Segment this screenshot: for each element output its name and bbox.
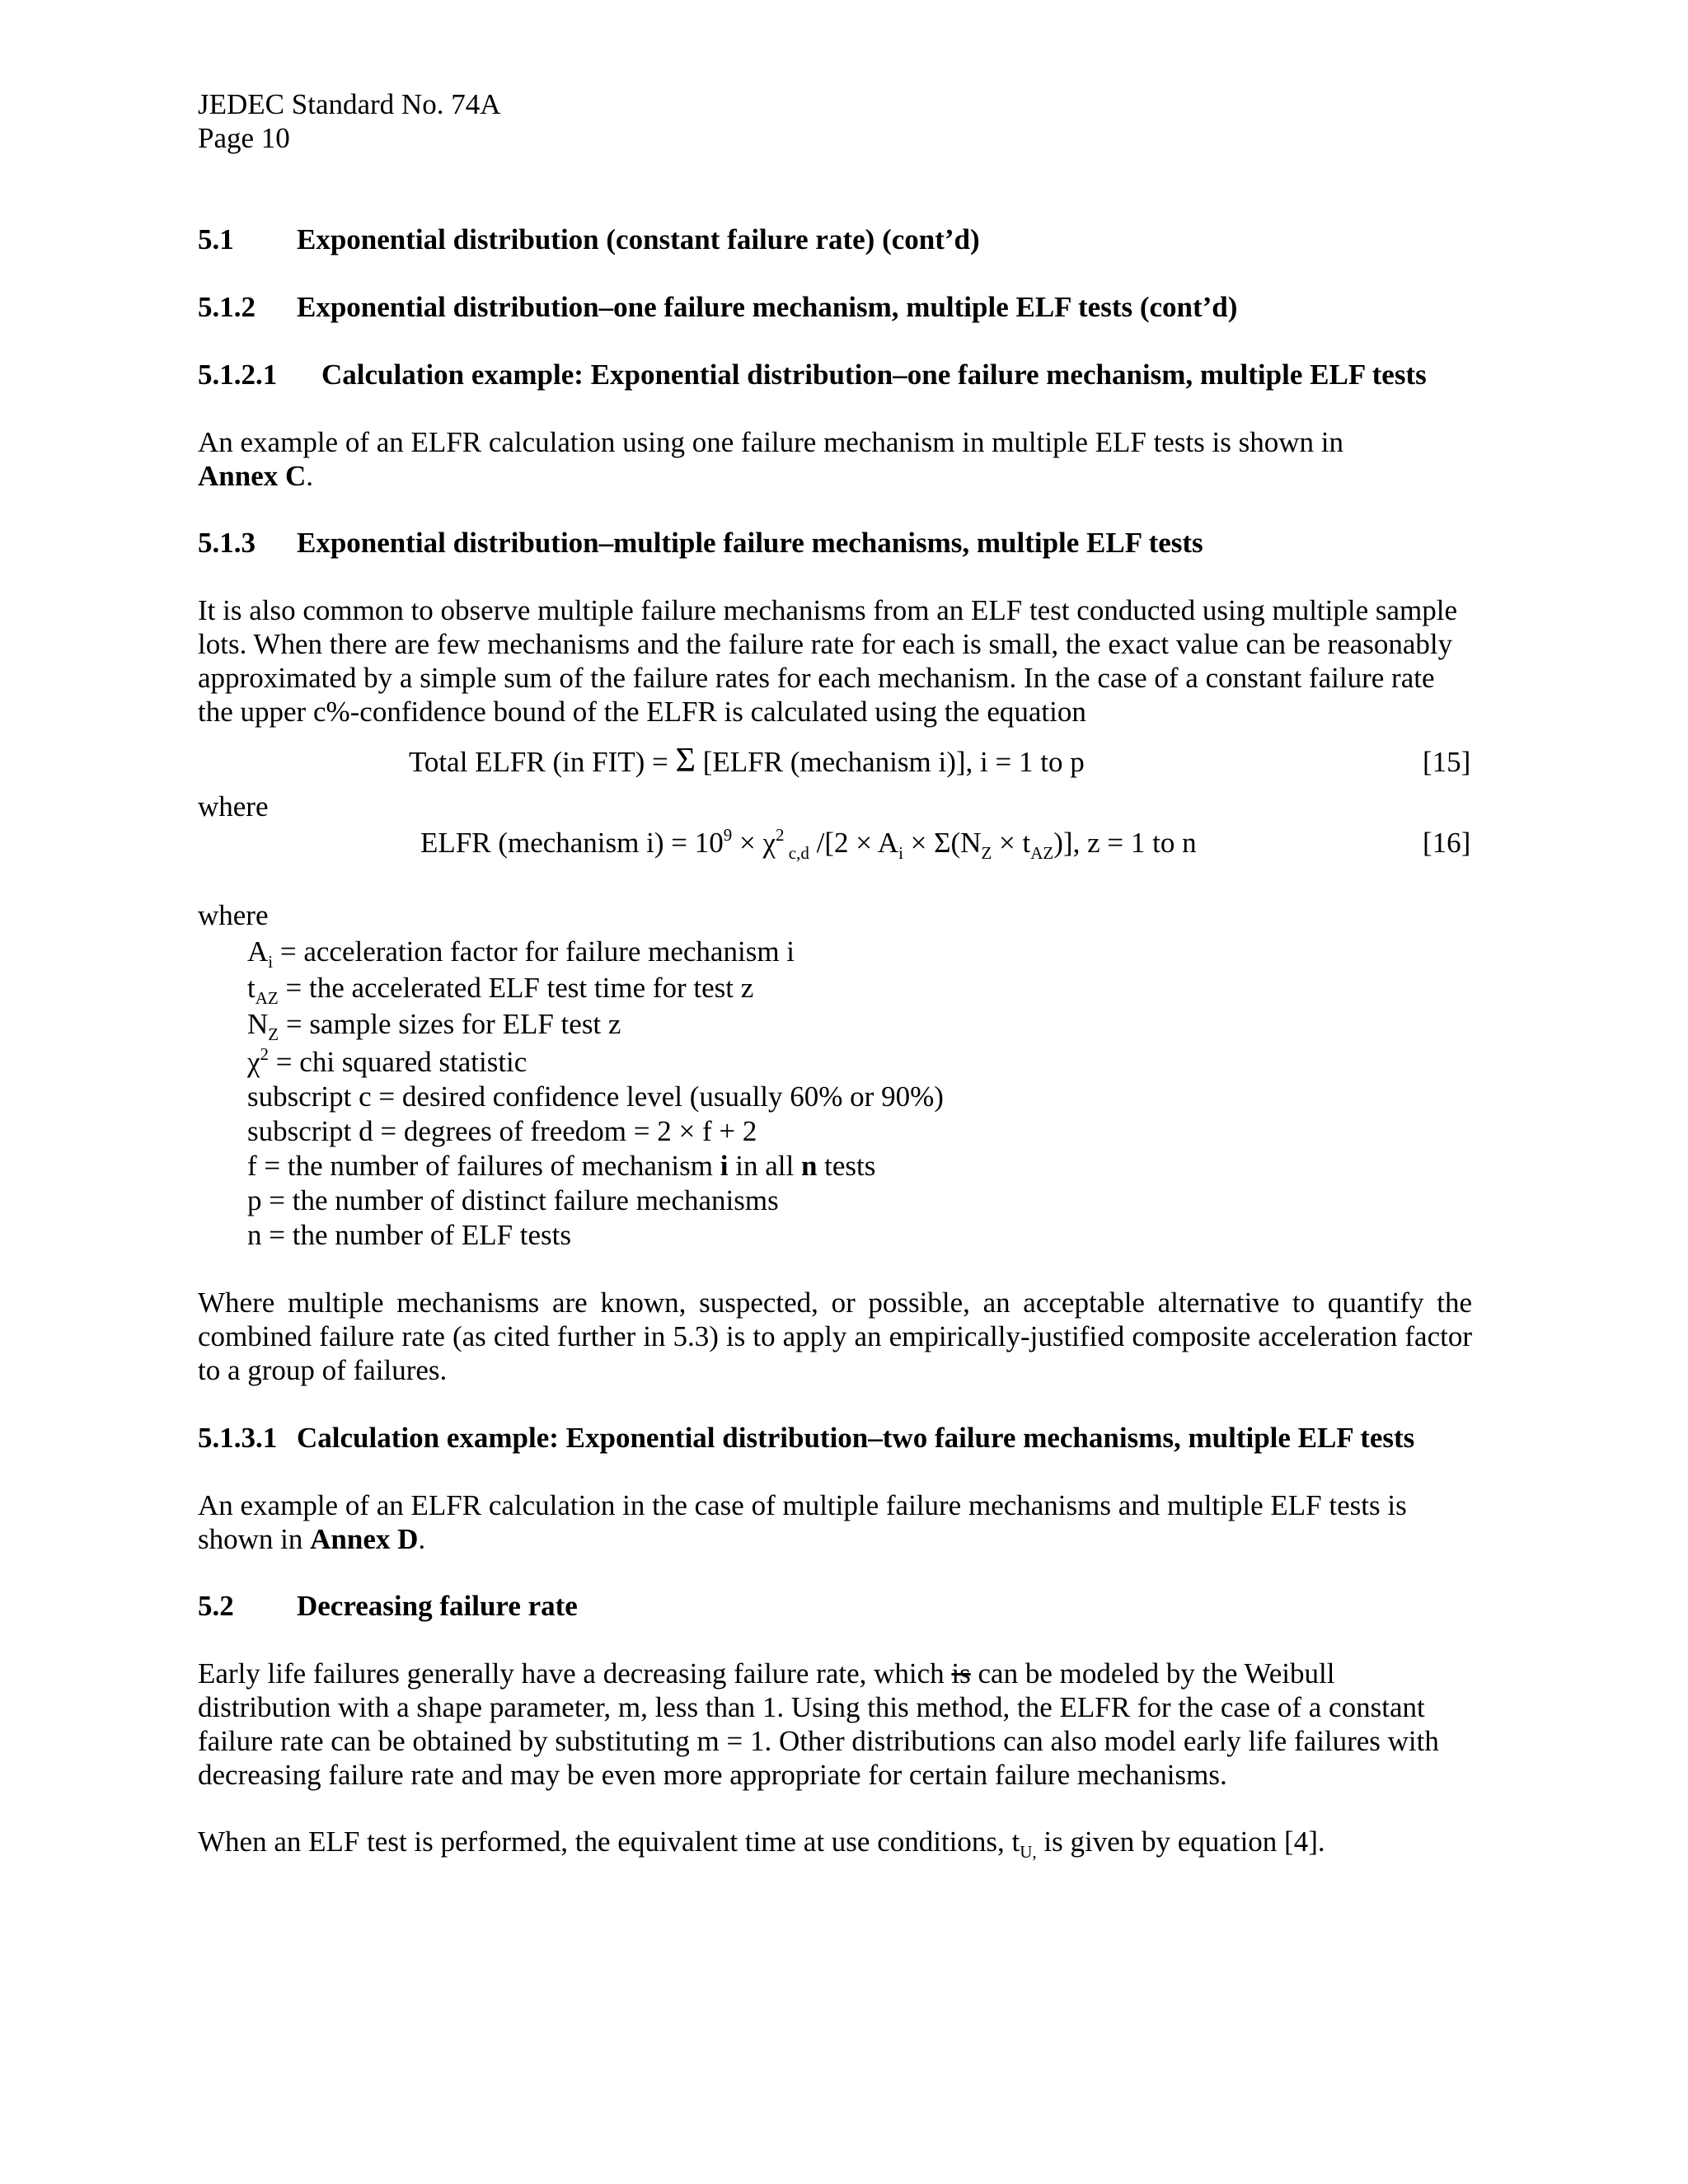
paragraph-text: When an ELF test is performed, the equivalent time at use conditions, t bbox=[198, 1825, 1020, 1858]
eq-part: × χ bbox=[732, 827, 776, 859]
sigma-symbol: Σ bbox=[675, 742, 696, 780]
eq-part: /[2 × A bbox=[809, 827, 899, 859]
heading-5-1-2-1 bbox=[198, 358, 1427, 391]
subscript: i bbox=[898, 843, 903, 863]
exponent: 2 bbox=[776, 825, 785, 845]
heading-text: Exponential distribution–multiple failure mechanisms, multiple ELF tests bbox=[297, 527, 1203, 559]
subscript: U, bbox=[1020, 1842, 1037, 1862]
subscript: AZ bbox=[255, 988, 279, 1008]
paragraph-text: Early life failures generally have a decreasing failure rate, which bbox=[198, 1657, 952, 1690]
definition-text: f = the number of failures of mechanism bbox=[247, 1150, 720, 1182]
subscript: c,d bbox=[784, 843, 809, 863]
definition-text: = acceleration factor for failure mechanism i bbox=[273, 935, 795, 968]
annex-d-reference: Annex D bbox=[310, 1523, 419, 1555]
eq-part: × t bbox=[992, 827, 1031, 859]
variable: t bbox=[247, 972, 256, 1004]
page-number: Page 10 bbox=[198, 122, 290, 154]
variable: χ bbox=[247, 1046, 260, 1078]
subscript: Z bbox=[981, 843, 992, 863]
subscript: AZ bbox=[1030, 843, 1054, 863]
definition-test-time bbox=[247, 971, 754, 1008]
definition-distinct-mechanisms: p = the number of distinct failure mechanisms bbox=[247, 1184, 779, 1216]
bold-variable: i bbox=[720, 1150, 729, 1182]
page-header bbox=[198, 87, 500, 155]
paragraph-composite-acceleration: Where multiple mechanisms are known, suspected, or possible, an acceptable alternative to quantify the combined failure rate (as cited further in 5.3) is to apply an empirically-justified composite acceleration factor to a group of failures. bbox=[198, 1286, 1472, 1386]
equation-lhs: Total ELFR (in FIT) = bbox=[409, 746, 668, 778]
definition-text: = sample sizes for ELF test z bbox=[279, 1008, 621, 1040]
heading-5-1-3-1 bbox=[198, 1421, 1414, 1455]
paragraph-equivalent-time bbox=[198, 1825, 1484, 1862]
definition-failures bbox=[247, 1149, 875, 1183]
paragraph-multiple-mechanisms: It is also common to observe multiple failure mechanisms from an ELF test conducted using multiple sample lots. When there are few mechanisms and the failure rate for each is small, the exact value can be reasonably approximated by a simple sum of the failure rates for each mechanism. In the case of a constant failure rate the upper c%-confidence bound of the ELFR is calculated using the equation bbox=[198, 594, 1458, 728]
equation-15-label: [15] bbox=[1423, 746, 1471, 778]
heading-5-1-3 bbox=[198, 526, 1203, 560]
heading-5-1 bbox=[198, 223, 980, 256]
definition-text: in all bbox=[728, 1150, 801, 1182]
paragraph-text: is given by equation [4]. bbox=[1036, 1825, 1325, 1858]
equation-15 bbox=[409, 742, 1085, 780]
paragraph-end: . bbox=[418, 1523, 426, 1555]
definition-text: = chi squared statistic bbox=[269, 1046, 528, 1078]
heading-text: Decreasing failure rate bbox=[297, 1590, 578, 1622]
heading-number: 5.1.2 bbox=[198, 291, 256, 323]
paragraph-annex-d bbox=[198, 1488, 1467, 1556]
paragraph-end: . bbox=[306, 460, 314, 492]
annex-c-reference: Annex C bbox=[198, 460, 307, 492]
eq-part: × Σ(N bbox=[903, 827, 982, 859]
where-label: where bbox=[198, 790, 269, 823]
definition-number-of-tests: n = the number of ELF tests bbox=[247, 1219, 572, 1251]
heading-number: 5.2 bbox=[198, 1590, 234, 1622]
definition-chi-squared bbox=[247, 1045, 527, 1079]
heading-text: Exponential distribution–one failure mechanism, multiple ELF tests (cont’d) bbox=[297, 291, 1238, 323]
definition-confidence-level: subscript c = desired confidence level (usually 60% or 90%) bbox=[247, 1080, 944, 1113]
equation-rhs: [ELFR (mechanism i)], i = 1 to p bbox=[702, 746, 1085, 778]
definition-degrees-of-freedom: subscript d = degrees of freedom = 2 × f + 2 bbox=[247, 1115, 757, 1147]
heading-text: Exponential distribution (constant failure rate) (cont’d) bbox=[297, 223, 980, 255]
subscript: i bbox=[268, 952, 274, 972]
paragraph-text: An example of an ELFR calculation in the case of multiple failure mechanisms and multiple ELF tests is shown in bbox=[198, 1489, 1407, 1555]
where-label: where bbox=[198, 899, 269, 931]
definition-text: = the accelerated ELF test time for test z bbox=[278, 972, 754, 1004]
exponent: 2 bbox=[260, 1044, 270, 1064]
heading-5-2 bbox=[198, 1589, 578, 1623]
equation-16 bbox=[420, 825, 1197, 863]
bold-variable: n bbox=[800, 1150, 818, 1182]
definition-text: tests bbox=[817, 1150, 876, 1182]
paragraph-text: can be modeled by the Weibull distribution with a shape parameter, m, less than 1. Using this method, the ELFR for the case of a constant failure rate can be obtained by substituting m = 1. Other distributions can also model early life failures with decreasing failure rate and may be even more appropriate for certain failure mechanisms. bbox=[198, 1657, 1439, 1791]
heading-text: Calculation example: Exponential distribution–two failure mechanisms, multiple ELF tests bbox=[297, 1422, 1415, 1454]
paragraph-decreasing-failure-rate bbox=[198, 1657, 1459, 1792]
struck-word: is bbox=[951, 1657, 971, 1690]
heading-number: 5.1.3 bbox=[198, 527, 256, 559]
standard-number: JEDEC Standard No. 74A bbox=[198, 88, 501, 120]
heading-number: 5.1.3.1 bbox=[198, 1422, 278, 1454]
paragraph-text: An example of an ELFR calculation using one failure mechanism in multiple ELF tests is shown in bbox=[198, 426, 1344, 458]
paragraph-annex-c bbox=[198, 425, 1484, 493]
definition-acceleration-factor bbox=[247, 935, 795, 972]
eq-part: ELFR (mechanism i) = 10 bbox=[420, 827, 724, 859]
heading-text: Calculation example: Exponential distribution–one failure mechanism, multiple ELF tests bbox=[321, 359, 1427, 391]
heading-number: 5.1 bbox=[198, 223, 234, 255]
heading-number: 5.1.2.1 bbox=[198, 359, 278, 391]
subscript: Z bbox=[268, 1024, 279, 1044]
equation-16-label: [16] bbox=[1423, 827, 1471, 859]
exponent: 9 bbox=[723, 825, 733, 845]
eq-part: )], z = 1 to n bbox=[1053, 827, 1197, 859]
definition-sample-sizes bbox=[247, 1007, 621, 1044]
heading-5-1-2 bbox=[198, 290, 1237, 324]
variable: N bbox=[247, 1008, 269, 1040]
variable: A bbox=[247, 935, 269, 968]
